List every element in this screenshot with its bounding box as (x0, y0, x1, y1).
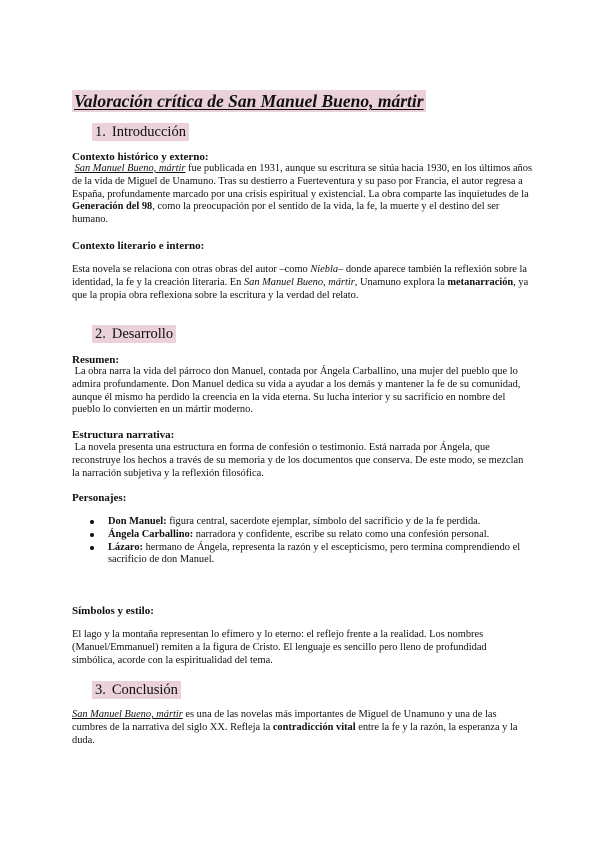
character-desc: figura central, sacerdote ejemplar, símbolo del sacrificio y de la fe perdida. (166, 516, 481, 527)
text-span: , como la preocupación por el sentido de la vida, la fe, la muerte y el destino del ser humano. (72, 201, 500, 226)
character-name: Ángela Carballino: (108, 528, 194, 540)
subheading-contexto-literario: Contexto literario e interno: (72, 240, 205, 252)
paragraph-estructura (72, 442, 532, 480)
paragraph-simbolos (72, 629, 532, 667)
heading-conclusion (92, 681, 181, 699)
text-span: es una de las novelas más importantes de Miguel de Unamuno y una de las cumbres de la narrativa del siglo XX. Refleja la (72, 709, 497, 733)
heading-number: 1. (95, 124, 106, 140)
bold-term: metanarración (447, 276, 514, 288)
heading-text: Desarrollo (111, 326, 174, 342)
list-item (90, 529, 530, 542)
document-title: Valoración crítica de San Manuel Bueno, mártir (74, 91, 424, 111)
bullet-icon (90, 546, 94, 550)
work-title-ref: San Manuel Bueno, mártir (243, 276, 355, 288)
paragraph-contexto-historico (72, 163, 532, 227)
heading-number: 2. (95, 326, 106, 342)
heading-number: 3. (95, 682, 106, 698)
character-desc: narradora y confidente, escribe su relato como una confesión personal. (193, 528, 490, 540)
list-item (90, 542, 530, 568)
bullet-icon (90, 533, 94, 537)
text-span: La novela presenta una estructura en forma de confesión o testimonio. Está narrada por Ángela, que reconstruye los hechos a través de su memoria y de los documentos que conserva. De este modo, se mezclan la narración subjetiva y la reflexión filosófica. (72, 442, 524, 479)
work-title-niebla: Niebla (310, 264, 339, 275)
list-item (90, 516, 530, 529)
text-span: – donde aparece también la reflexión sobre la identidad, la fe y la creación literaria. En (72, 264, 528, 288)
text-span: entre la fe y la razón, la esperanza y la duda. (72, 721, 518, 746)
paragraph-contexto-literario (72, 264, 532, 302)
work-title-ref: San Manuel Bueno, mártir (74, 163, 186, 174)
subheading-estructura: Estructura narrativa: (72, 429, 175, 441)
text-span: , Unamuno explora la (354, 276, 448, 288)
personajes-list (90, 516, 530, 567)
subheading-contexto-historico: Contexto histórico y externo: (72, 151, 209, 163)
text-span: La obra narra la vida del párroco don Manuel, contada por Ángela Carballino, una mujer del pueblo que lo admira profundamente. Don Manuel dedica su vida a ayudar a los demás y mantener la fe de su comunidad, aunque él mismo ha perdido la creencia en la vida eterna. Su lucha interior y su sacrificio en nombre del pueblo lo convierten en un mártir moderno. (72, 366, 521, 416)
subheading-simbolos: Símbolos y estilo: (72, 605, 154, 617)
text-span: fue publicada en 1931, aunque su escritura se sitúa hacia 1930, en los últimos años de la vida de Miguel de Unamuno. Tras su destierro a Fuerteventura y su paso por Francia, el autor regresa a España, profundamente marcado por una crisis espiritual y existencial. La obra comparte las inquietudes de la (72, 163, 532, 200)
character-name: Lázaro: (108, 541, 144, 553)
subheading-personajes: Personajes: (72, 492, 127, 504)
text-span: El lago y la montaña representan lo efímero y lo eterno: el reflejo frente a la realidad. Los nombres (Manuel/Emmanuel) remiten a la figura de Cristo. El lenguaje es sencillo pero lleno de profundidad simbólica, acorde con la espiritualidad del tema. (72, 629, 487, 666)
character-desc: hermano de Ángela, representa la razón y el escepticismo, pero termina comprendiendo el sacrificio de don Manuel. (108, 541, 521, 566)
heading-text: Introducción (111, 124, 186, 140)
bold-term: Generación del 98 (72, 201, 153, 213)
paragraph-resumen (72, 366, 532, 417)
bullet-icon (90, 520, 94, 524)
subheading-resumen: Resumen: (72, 354, 120, 366)
heading-text: Conclusión (111, 682, 178, 698)
character-name: Don Manuel: (108, 516, 167, 527)
text-span: Esta novela se relaciona con otras obras del autor –como (72, 264, 311, 275)
heading-desarrollo (92, 325, 176, 343)
paragraph-conclusion (72, 709, 532, 747)
work-title-ref: San Manuel Bueno, mártir (72, 709, 183, 720)
bold-term: contradicción vital (272, 721, 356, 733)
heading-introduccion (92, 123, 189, 141)
text-span: , ya que la propia obra reflexiona sobre la escritura y la verdad del relato. (72, 276, 529, 301)
